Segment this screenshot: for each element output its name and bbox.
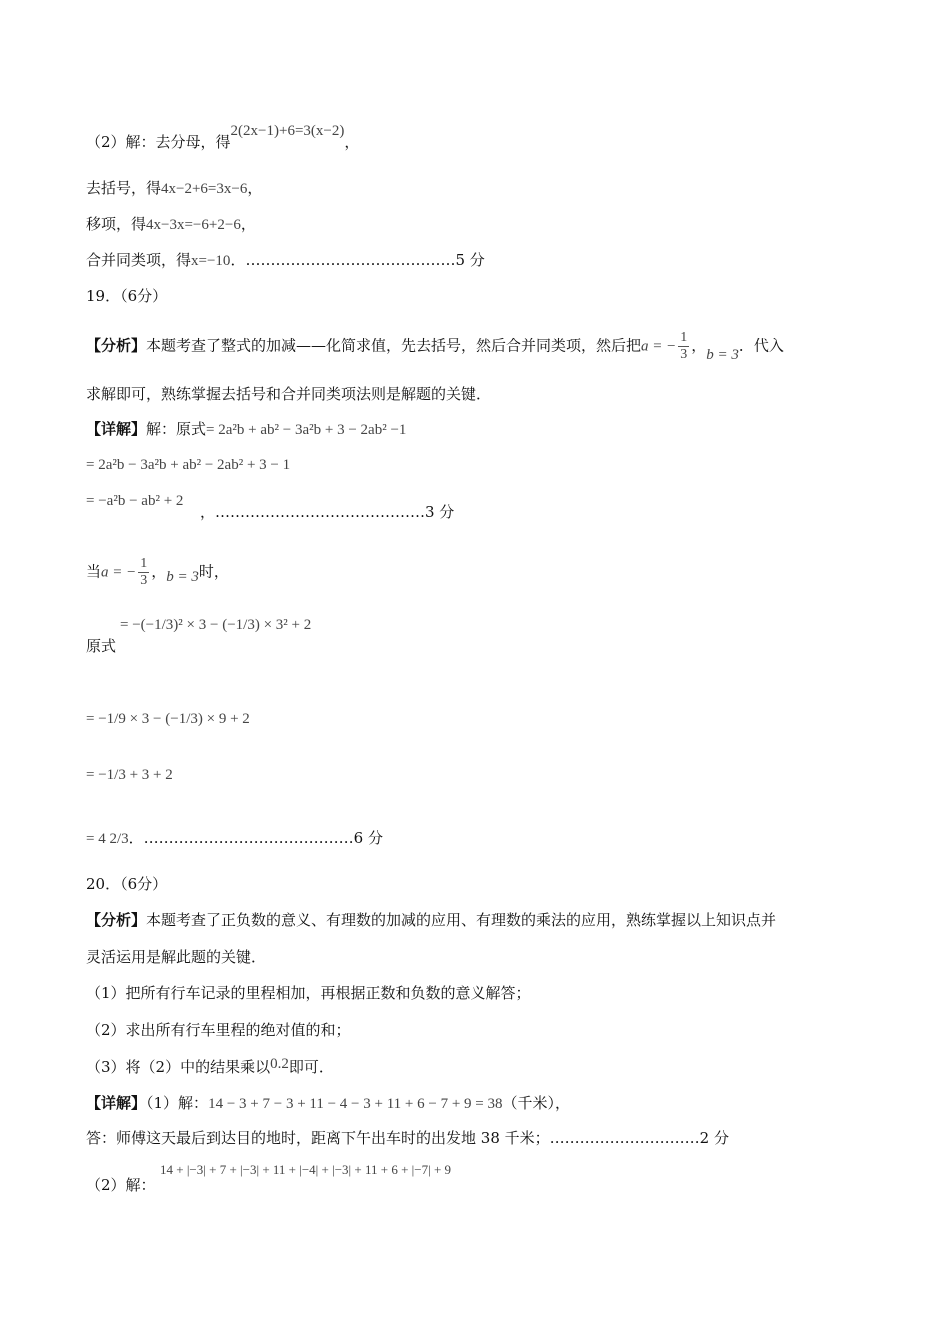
- numerator: 1: [680, 330, 688, 345]
- q20-analysis: [86, 910, 776, 930]
- equation: = 2a²b + ab² − 3a²b + 3 − 2ab² −1: [206, 422, 407, 438]
- q20-title: 20．（6分）: [86, 875, 168, 893]
- equation: [86, 828, 383, 849]
- fraction: [678, 330, 689, 363]
- text: 当: [86, 562, 102, 581]
- p2-line: [86, 123, 360, 153]
- text: （3）将（2）中的结果乘以: [86, 1058, 271, 1076]
- text: 灵活运用是解此题的关键．: [86, 948, 267, 966]
- text: 合并同类项，得: [86, 251, 192, 269]
- text: 时，: [198, 562, 229, 581]
- text: （千米），: [502, 1094, 571, 1112]
- equation: = 2a²b − 3a²b + ab² − 2ab² + 3 − 1: [86, 457, 291, 473]
- q19-analysis: [86, 330, 784, 363]
- equation: x=−10: [191, 253, 231, 269]
- text: 本题考查了整式的加减——化简求值，先去括号，然后合并同类项，然后把: [146, 336, 642, 355]
- numerator: 1: [140, 556, 148, 571]
- equation: [86, 490, 183, 511]
- equation: = −1/9 × 3 − (−1/3) × 9 + 2: [86, 711, 250, 727]
- text: ，……………………………………3 分: [200, 503, 455, 521]
- text: 即可．: [288, 1058, 334, 1076]
- equation: [86, 708, 250, 729]
- when-line: [86, 556, 229, 589]
- text: ，: [151, 562, 167, 581]
- text: ，: [344, 133, 360, 151]
- equation: = −(−1/3)² × 3 − (−1/3) × 3² + 2: [120, 617, 312, 633]
- equation: = 4 2/3: [86, 831, 129, 847]
- detail-tag: 【详解】: [86, 420, 147, 438]
- text: 求解即可，熟练掌握去括号和合并同类项法则是解题的关键．: [86, 385, 492, 403]
- fraction: [138, 556, 149, 589]
- text: ．……………………………………6 分: [128, 829, 383, 847]
- equation: [120, 614, 311, 635]
- q19-detail: [86, 419, 406, 440]
- text: ．代入: [738, 336, 784, 355]
- equation: 14 + |−3| + 7 + |−3| + 11 + |−4| + |−3| + 11 + 6 + |−7| + 9: [160, 1162, 452, 1177]
- text: （1）把所有行车记录的里程相加，再根据正数和负数的意义解答；: [86, 984, 531, 1002]
- equation: a = −: [641, 338, 677, 355]
- equation: [160, 1160, 451, 1181]
- text: 本题考查了正负数的意义、有理数的加减的应用、有理数的乘法的应用，熟练掌握以上知识点并: [146, 911, 777, 929]
- text: 原式: [86, 637, 117, 655]
- equation: 4x−2+6=3x−6: [161, 181, 248, 197]
- text: （2）解：: [86, 1176, 156, 1194]
- detail-tag: 【详解】: [86, 1094, 147, 1112]
- text: （2）解：去分母，得: [86, 133, 231, 151]
- line: [86, 214, 256, 235]
- line: [86, 250, 485, 271]
- text: （1）解：: [146, 1094, 209, 1112]
- line: [86, 1057, 334, 1078]
- text: 答：师傅这天最后到达目的地时，距离下午出车时的出发地 38 千米；…………………………2 分: [86, 1129, 729, 1147]
- equation: = −a²b − ab² + 2: [86, 493, 184, 509]
- equation: b = 3: [706, 346, 739, 363]
- denominator: 3: [140, 573, 148, 588]
- equation: b = 3: [166, 568, 199, 585]
- analysis-tag: 【分析】: [86, 336, 147, 355]
- text: ，: [247, 179, 263, 197]
- equation: [86, 764, 173, 785]
- equation: a = −: [101, 564, 137, 581]
- text: ，: [691, 336, 707, 355]
- q19-title: 19．（6分）: [86, 287, 168, 305]
- q20-detail: [86, 1093, 570, 1114]
- text: ，: [240, 215, 256, 233]
- equation: 4x−3x=−6+2−6: [146, 217, 241, 233]
- equation: [86, 454, 290, 475]
- equation: 14 − 3 + 7 − 3 + 11 − 4 − 3 + 11 + 6 − 7 + 9 = 38: [208, 1096, 503, 1112]
- analysis-tag: 【分析】: [86, 911, 147, 929]
- equation: = −1/3 + 3 + 2: [86, 767, 173, 783]
- line: [86, 178, 262, 199]
- number: 0.2: [270, 1056, 289, 1072]
- text: 去括号，得: [86, 179, 162, 197]
- text: 移项，得: [86, 215, 147, 233]
- text: 解：原式: [146, 420, 207, 438]
- text: （2）求出所有行车里程的绝对值的和；: [86, 1021, 351, 1039]
- equation: 2(2x−1)+6=3(x−2): [230, 123, 345, 139]
- text: ．……………………………………5 分: [230, 251, 485, 269]
- denominator: 3: [680, 347, 688, 362]
